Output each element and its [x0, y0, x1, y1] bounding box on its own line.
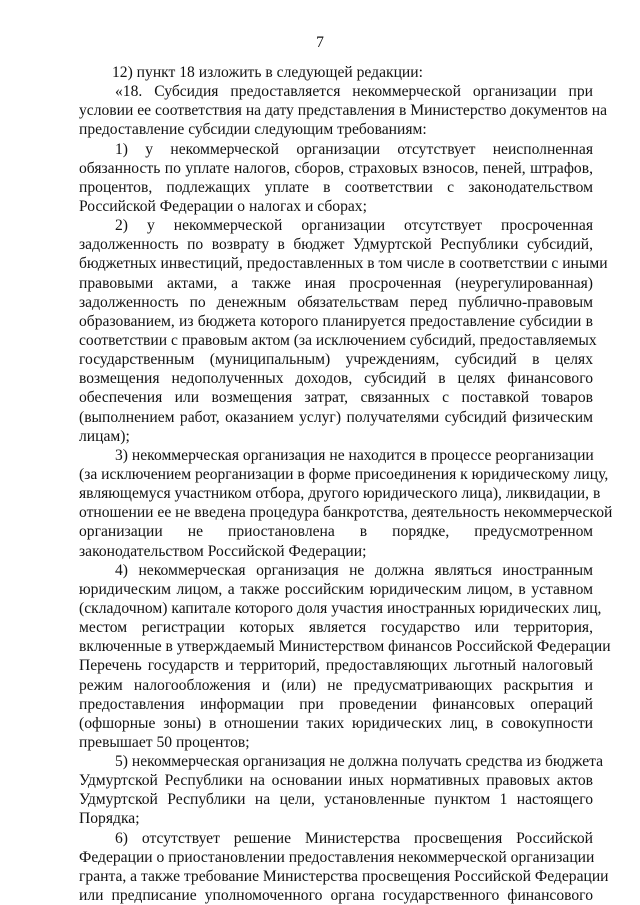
text-line: бюджетных инвестиций, предоставленных в том числе в соответствии с иными: [79, 255, 608, 273]
text-line: предоставления информации при проведении финансовых операций: [79, 695, 593, 713]
text-line: процентов, подлежащих уплате в соответствии с законодательством: [79, 178, 593, 196]
text-line: или предписание уполномоченного органа государственного финансового: [79, 887, 593, 905]
text-line: включенные в утверждаемый Министерством финансов Российской Федерации: [79, 638, 611, 656]
text-line: юридическим лицом, а также российским юридическим лицом, в уставном: [79, 580, 593, 598]
text-line: 5) некоммерческая организация не должна получать средства из бюджета: [115, 753, 604, 771]
text-line: 1) у некоммерческой организации отсутствует неисполненная: [115, 140, 593, 158]
text-line: (офшорные зоны) в отношении таких юридических лиц, в совокупности: [79, 714, 593, 732]
text-line: организации не приостановлена в порядке, предусмотренном: [79, 523, 593, 541]
text-line: гранта, а также требование Министерства просвещения Российской Федерации: [79, 867, 609, 885]
text-line: являющемуся участником отбора, другого юридического лица), ликвидации, в: [79, 485, 601, 503]
text-line: обеспечения или возмещения затрат, связанных с поставкой товаров: [79, 389, 593, 407]
text-line: Удмуртской Республики на цели, установленные пунктом 1 настоящего: [79, 791, 593, 809]
text-line: правовыми актами, а также иная просроченная (неурегулированная): [79, 274, 593, 292]
text-line: местом регистрации которых является государство или территория,: [79, 619, 593, 637]
text-line: предоставление субсидии следующим требованиям:: [79, 121, 427, 139]
text-line: превышает 50 процентов;: [79, 733, 250, 751]
text-line: Перечень государств и территорий, предоставляющих льготный налоговый: [79, 657, 593, 675]
text-line: задолженность по возврату в бюджет Удмуртской Республики субсидий,: [79, 236, 593, 254]
text-line: лицам);: [79, 427, 130, 445]
page-number: 7: [316, 34, 324, 51]
text-line: Удмуртской Республики на основании иных нормативных правовых актов: [79, 772, 593, 790]
text-line: 6) отсутствует решение Министерства просвещения Российской: [115, 829, 593, 847]
text-line: возмещения недополученных доходов, субсидий в целях финансового: [79, 370, 593, 388]
text-line: условии ее соответствия на дату представления в Министерство документов на: [79, 102, 608, 120]
text-line: обязанность по уплате налогов, сборов, страховых взносов, пеней, штрафов,: [79, 159, 593, 177]
text-line: Федерации о приостановлении предоставления некоммерческой организации: [79, 848, 595, 866]
text-line: государственным (муниципальным) учреждениям, субсидий в целях: [79, 351, 593, 369]
document-body: [79, 63, 613, 905]
text-line: 4) некоммерческая организация не должна являться иностранным: [115, 561, 593, 579]
text-line: «18. Субсидия предоставляется некоммерческой организации при: [115, 83, 593, 101]
text-line: 2) у некоммерческой организации отсутствует просроченная: [115, 217, 593, 235]
text-line: 3) некоммерческая организация не находится в процессе реорганизации: [115, 446, 594, 464]
text-line: (складочном) капитале которого доля участия иностранных юридических лиц,: [79, 599, 602, 617]
text-line: соответствии с правовым актом (за исключением субсидий, предоставляемых: [79, 331, 597, 349]
text-line: задолженность по денежным обязательствам перед публично-правовым: [79, 293, 593, 311]
text-line: Порядка;: [79, 810, 140, 828]
text-line: 12) пункт 18 изложить в следующей редакции:: [112, 64, 423, 81]
text-line: (за исключением реорганизации в форме присоединения к юридическому лицу,: [79, 465, 609, 483]
text-line: Российской Федерации о налогах и сборах;: [79, 197, 367, 215]
text-line: режим налогообложения и (или) не предусматривающих раскрытия и: [79, 676, 593, 694]
text-line: (выполнением работ, оказанием услуг) получателями субсидий физическим: [79, 408, 593, 426]
text-line: образованием, из бюджета которого планируется предоставление субсидии в: [79, 312, 593, 330]
text-line: отношении ее не введена процедура банкротства, деятельность некоммерческой: [79, 504, 613, 522]
text-line: законодательством Российской Федерации;: [79, 542, 367, 560]
